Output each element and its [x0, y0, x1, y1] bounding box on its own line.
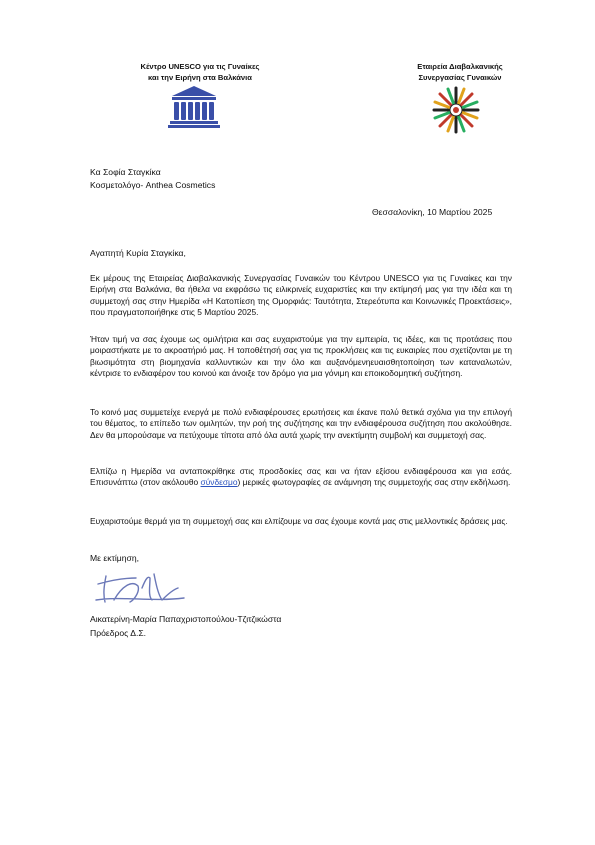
unesco-temple-logo: [166, 84, 222, 128]
body-paragraph-1: Εκ μέρους της Εταιρείας Διαβαλκανικής Συνεργασίας Γυναικών του Κέντρου UNESCO για τις Γυναίκες και την Ειρήνη στα Βαλκάνια, θα ήθελα να εκφράσω τις ειλικρινείς ευχαριστίες και την εκτίμησή μας για την ιδέα και τη συμμετοχή σας στην Ημερίδα «Η Κατοπίεση της Ομορφιάς: Ταυτότητα, Στερεότυπα και Κοινωνικές Προεκτάσεις», που πραγματοποιήθηκε στις 5 Μαρτίου 2025.: [90, 273, 512, 317]
society-star-logo: [430, 84, 482, 136]
paragraph-4-text-before: Ελπίζω η Ημερίδα να ανταποκρίθηκε στις προσδοκίες σας και να ήταν εξίσου ενδιαφέρουσα και για εσάς. Επισυνάπτω (στον ακόλουθο: [90, 466, 512, 488]
photos-link[interactable]: σύνδεσμο: [200, 477, 238, 488]
recipient-title: Κοσμετολόγο- Anthea Cosmetics: [90, 180, 216, 190]
body-paragraph-3: Το κοινό μας συμμετείχε ενεργά με πολύ ενδιαφέρουσες ερωτήσεις και έκανε πολύ θετικά σχόλια για την επιλογή του θέματος, το επίπεδο των ομιλητών, την ροή της συζήτησης και την ενδιαφέρουσα συζήτηση που ακολούθησε. Δεν θα μπορούσαμε να πετύχουμε τίποτα από όλα αυτά χωρίς την ανεκτίμητη συμβολή και συμμετοχή σας.: [90, 407, 512, 440]
letter-date: Θεσσαλονίκη, 10 Μαρτίου 2025: [372, 207, 493, 217]
signer-role: Πρόεδρος Δ.Σ.: [90, 628, 147, 638]
right-org-name: Εταιρεία Διαβαλκανικής Συνεργασίας Γυναικών: [417, 62, 503, 82]
paragraph-4-text-after: ) μερικές φωτογραφίες σε ανάμνηση της συμμετοχής σας στην εκδήλωση.: [237, 477, 511, 488]
body-paragraph-5: Ευχαριστούμε θερμά για τη συμμετοχή σας και ελπίζουμε να σας έχουμε κοντά μας στις μελλοντικές δράσεις μας.: [90, 516, 508, 526]
body-paragraph-2: Ήταν τιμή να σας έχουμε ως ομιλήτρια και σας ευχαριστούμε για την εμπειρία, τις ιδέες, και τις προτάσεις που μοιραστήκατε με το ακροατήριό μας. Η τοποθέτησή σας για τις προκλήσεις και τις ευκαιρίες που σχετίζονται με τη βιωσιμότητα στη βιομηχανία καλλυντικών και την όλο και αυξανόμενηευαισθητοποίηση των καταναλωτών, κέντρισε το ενδιαφέρον του κοινού και άνοιξε τον δρόμο για μια γόνιμη και εποικοδομητική συζήτηση.: [90, 334, 512, 378]
salutation: Αγαπητή Κυρία Σταγκίκα,: [90, 248, 186, 258]
closing: Με εκτίμηση,: [90, 553, 140, 563]
signer-name: Αικατερίνη-Μαρία Παπαχριστοπούλου-Τζιτζικώστα: [90, 614, 282, 624]
body-paragraph-4: [90, 466, 512, 489]
handwritten-signature: [92, 566, 192, 608]
left-org-name: Κέντρο UNESCO για τις Γυναίκες και την Ειρήνη στα Βαλκάνια: [140, 62, 260, 82]
recipient-name: Κα Σοφία Σταγκίκα: [90, 167, 161, 177]
